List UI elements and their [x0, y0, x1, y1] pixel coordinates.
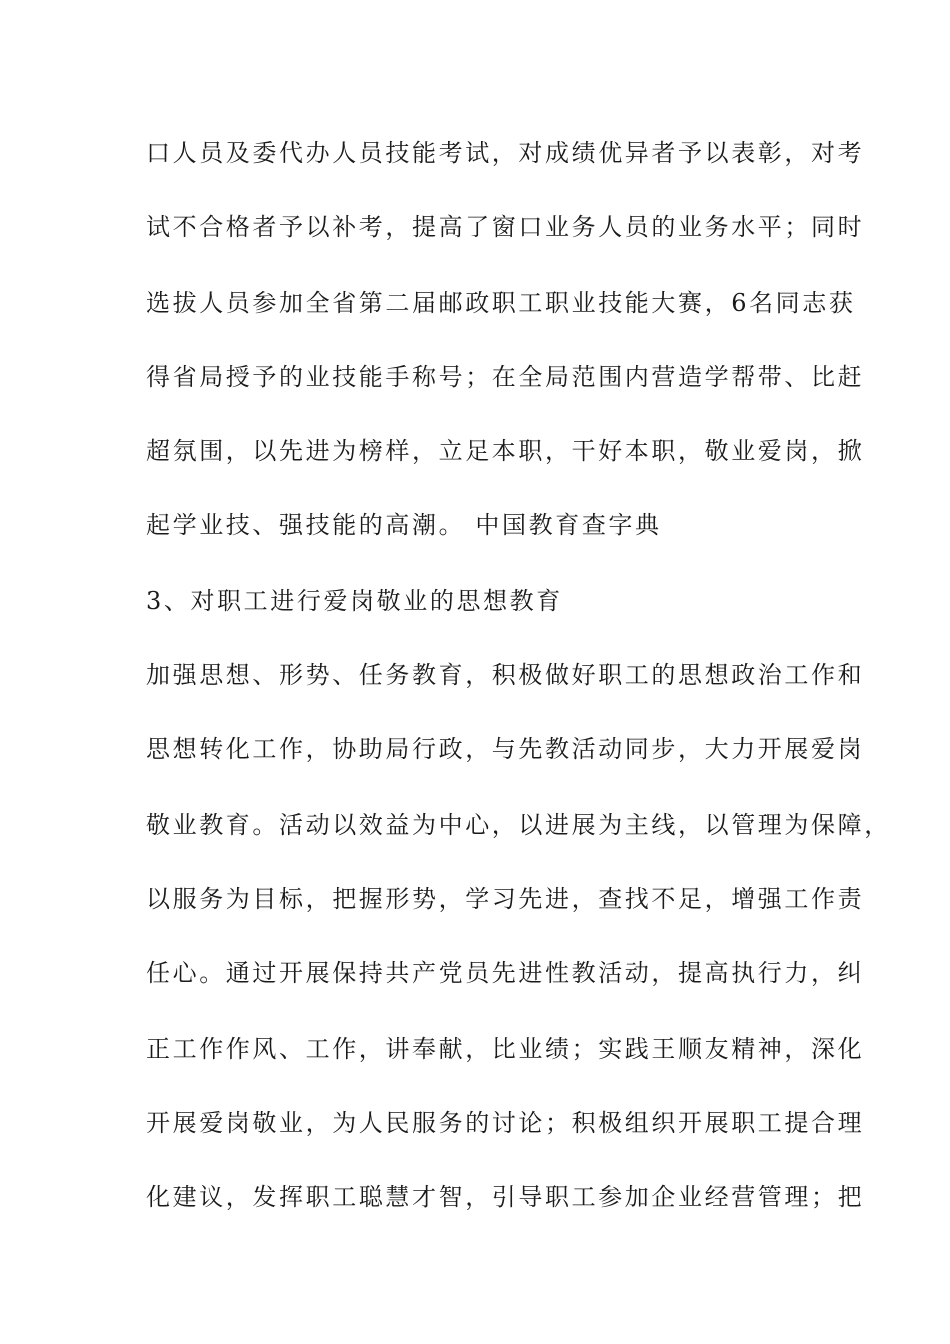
paragraph-line: 选拔人员参加全省第二届邮政职工职业技能大赛，6名同志获: [146, 289, 856, 317]
paragraph-line: 正工作作风、工作，讲奉献，比业绩；实践王顺友精神，深化: [146, 1035, 865, 1063]
paragraph-line: 开展爱岗敬业，为人民服务的讨论；积极组织开展职工提合理: [146, 1109, 865, 1137]
paragraph-line: 起学业技、强技能的高潮。 中国教育查字典: [146, 511, 662, 539]
paragraph-line: 敬业教育。活动以效益为中心，以进展为主线，以管理为保障，: [146, 811, 891, 839]
paragraph-line: 任心。通过开展保持共产党员先进性教活动，提高执行力，纠: [146, 959, 865, 987]
section-heading: 3、对职工进行爱岗敬业的思想教育: [146, 587, 563, 615]
paragraph-line: 化建议，发挥职工聪慧才智，引导职工参加企业经营管理；把: [146, 1183, 865, 1211]
paragraph-line: 加强思想、形势、任务教育，积极做好职工的思想政治工作和: [146, 661, 865, 689]
paragraph-line: 口人员及委代办人员技能考试，对成绩优异者予以表彰，对考: [146, 139, 865, 167]
paragraph-line: 得省局授予的业技能手称号；在全局范围内营造学帮带、比赶: [146, 363, 865, 391]
paragraph-line: 试不合格者予以补考，提高了窗口业务人员的业务水平；同时: [146, 213, 865, 241]
paragraph-line: 思想转化工作，协助局行政，与先教活动同步，大力开展爱岗: [146, 735, 865, 763]
paragraph-line: 以服务为目标，把握形势，学习先进，查找不足，增强工作责: [146, 885, 865, 913]
paragraph-line: 超氛围，以先进为榜样，立足本职，干好本职，敬业爱岗，掀: [146, 437, 865, 465]
